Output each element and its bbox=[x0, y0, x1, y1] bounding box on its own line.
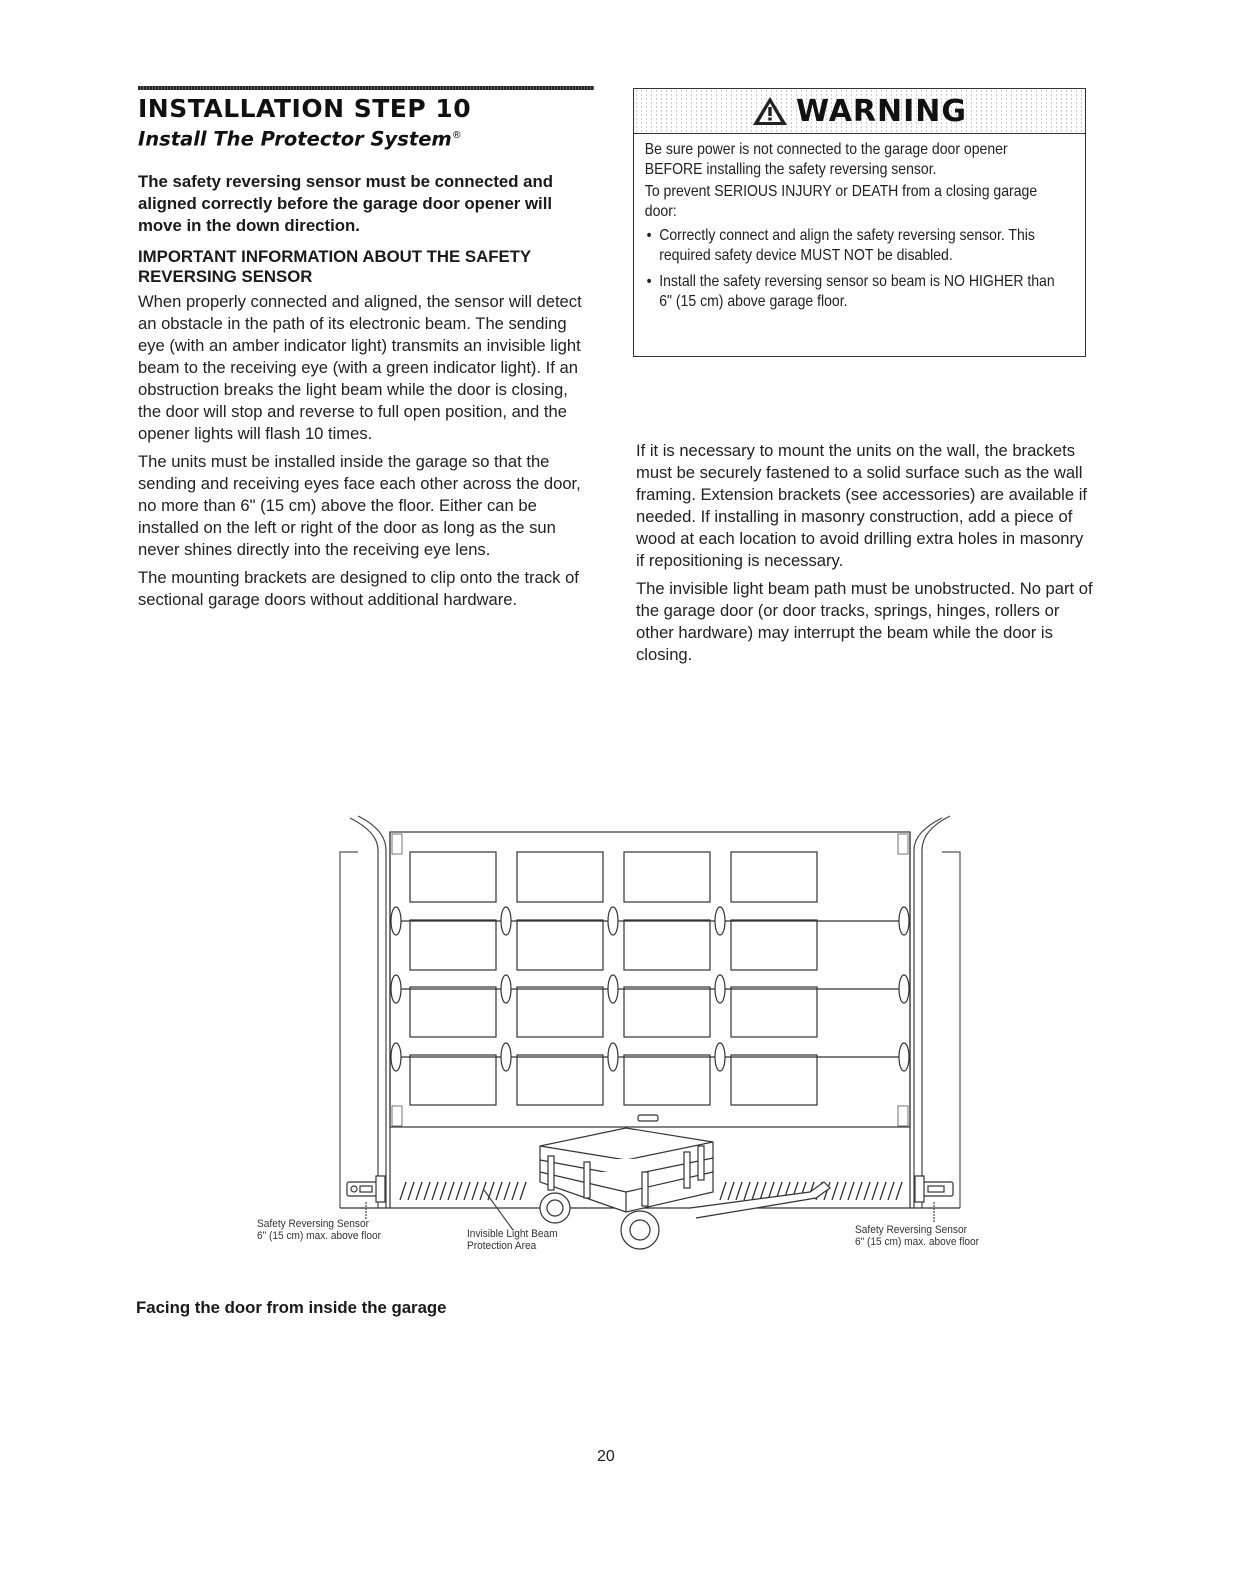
label-line: 6" (15 cm) max. above floor bbox=[855, 1236, 979, 1248]
label-line: Safety Reversing Sensor bbox=[855, 1224, 967, 1236]
page-number: 20 bbox=[597, 1448, 615, 1465]
warning-bullet: • Install the safety reversing sensor so beam is NO HIGHER than 6" (15 cm) above garage floor. bbox=[645, 272, 1057, 312]
garage-door-diagram bbox=[250, 810, 1050, 1280]
body-paragraph: The units must be installed inside the garage so that the sending and receiving eyes face each other across the door, no more than 6" (15 cm) above the floor. Either can be installed on the left or right of the door as long as the sun never shines directly into the receiving eye lens. bbox=[138, 451, 581, 559]
warning-line: To prevent SERIOUS INJURY or DEATH from a closing garage door: bbox=[644, 183, 1038, 220]
step-title: INSTALLATION STEP 10 bbox=[138, 94, 472, 123]
header-rule bbox=[138, 86, 594, 90]
step-subtitle-text: Install The Protector System bbox=[138, 127, 452, 151]
left-column bbox=[138, 86, 594, 611]
step-subtitle bbox=[138, 124, 594, 152]
right-sensor-icon bbox=[915, 1176, 953, 1202]
lead-paragraph: The safety reversing sensor must be connected and aligned correctly before the garage door opener will move in the down direction. bbox=[138, 171, 553, 235]
warning-header bbox=[634, 89, 1085, 134]
warning-box bbox=[633, 88, 1086, 357]
figure-caption: Facing the door from inside the garage bbox=[136, 1298, 447, 1317]
label-line: Safety Reversing Sensor bbox=[257, 1218, 369, 1230]
wagon-icon bbox=[540, 1128, 830, 1249]
label-line: Protection Area bbox=[467, 1240, 537, 1252]
warning-bullet-list bbox=[645, 226, 1057, 312]
warning-triangle-icon bbox=[752, 96, 788, 126]
left-sensor-label bbox=[257, 1218, 381, 1242]
body-paragraph: The mounting brackets are designed to clip onto the track of sectional garage doors without additional hardware. bbox=[138, 567, 579, 609]
right-column bbox=[636, 436, 1096, 666]
label-line: 6" (15 cm) max. above floor bbox=[257, 1230, 381, 1242]
section-subhead: IMPORTANT INFORMATION ABOUT THE SAFETY REVERSING SENSOR bbox=[138, 246, 531, 286]
warning-body bbox=[634, 134, 1066, 312]
label-line: Invisible Light Beam bbox=[467, 1228, 558, 1240]
body-paragraph: If it is necessary to mount the units on the wall, the brackets must be securely fastened to a solid surface such as the wall framing. Extension brackets (see accessories) are available if needed. If installing in masonry construction, add a piece of wood at each location to avoid drilling extra holes in masonry if repositioning is necessary. bbox=[636, 441, 1087, 570]
left-sensor-icon bbox=[347, 1176, 385, 1202]
registered-mark: ® bbox=[451, 130, 462, 141]
garage-door-illustration bbox=[250, 810, 1050, 1280]
warning-line: Be sure power is not connected to the garage door opener BEFORE installing the safety reversing sensor. bbox=[644, 141, 1008, 178]
right-sensor-label bbox=[855, 1224, 979, 1248]
body-paragraph: The invisible light beam path must be unobstructed. No part of the garage door (or door tracks, springs, hinges, rollers or other hardware) may interrupt the beam while the door is closing. bbox=[636, 579, 1093, 664]
warning-title: WARNING bbox=[795, 93, 968, 129]
beam-label bbox=[467, 1228, 558, 1252]
body-paragraph: When properly connected and aligned, the sensor will detect an obstacle in the path of its electronic beam. The sending eye (with an amber indicator light) transmits an invisible light beam to the receiving eye (with a green indicator light). If an obstruction breaks the light beam while the door is closing, the door will stop and reverse to full open position, and the opener lights will flash 10 times. bbox=[138, 291, 582, 443]
warning-bullet: • Correctly connect and align the safety reversing sensor. This required safety device MUST NOT be disabled. bbox=[645, 226, 1057, 266]
